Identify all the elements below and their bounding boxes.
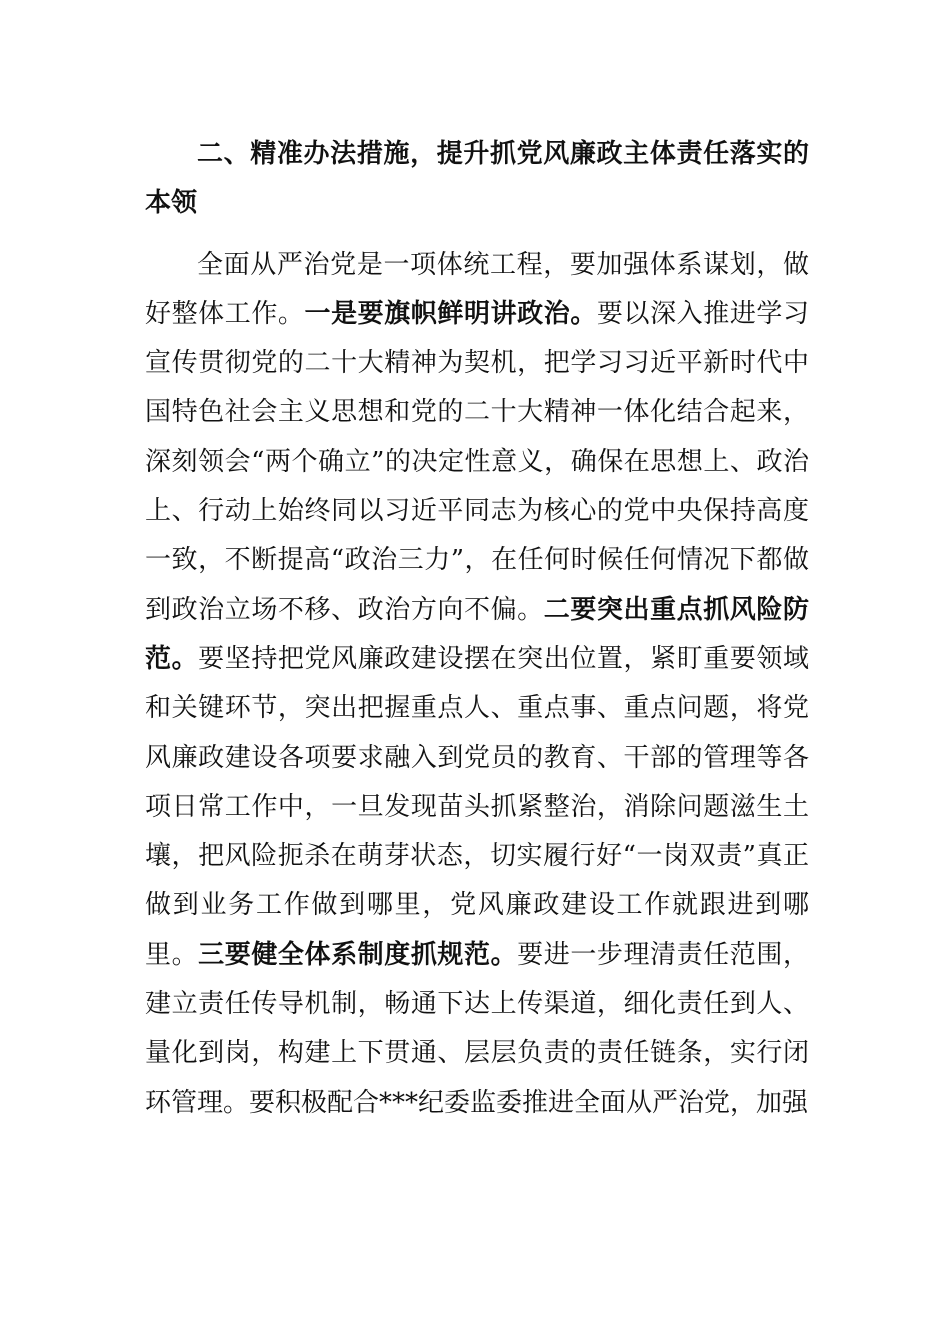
body-paragraph <box>145 241 809 1128</box>
point-2-title: 二要突出重点抓风险防范。 <box>145 594 809 674</box>
intro-text: 全面从严治党是一项体统工程，要加强体系谋划，做好整体工作。 <box>145 249 809 329</box>
point-3-title: 三要健全体系制度抓规范。 <box>198 939 518 970</box>
section-heading: 二、精准办法措施，提升抓党风廉政主体责任落实的本领 <box>145 139 809 219</box>
point-1-text: 要以深入推进学习宣传贯彻党的二十大精神为契机，把学习习近平新时代中国特色社会主义思想和党的二十大精神一体化结合起来，深刻领会“两个确立”的决定性意义，确保在思想上、政治上、行动上始终同以习近平同志为核心的党中央保持高度一致，不断提高“政治三力”，在任何时候任何情况下都做到政治立场不移、政治方向不偏。 <box>145 298 809 625</box>
document-page <box>145 130 809 1128</box>
point-3-text: 要进一步理清责任范围，建立责任传导机制，畅通下达上传渠道，细化责任到人、量化到岗，构建上下贯通、层层负责的责任链条，实行闭环管理。要积极配合***纪委监委推进全面从严治党，加强 <box>145 939 809 1118</box>
point-1-title: 一是要旗帜鲜明讲政治。 <box>304 298 597 329</box>
point-2-text: 要坚持把党风廉政建设摆在突出位置，紧盯重要领域和关键环节，突出把握重点人、重点事、重点问题，将党风廉政建设各项要求融入到党员的教育、干部的管理等各项日常工作中，一旦发现苗头抓紧整治，消除问题滋生土壤，把风险扼杀在萌芽状态，切实履行好“一岗双责”真正做到业务工作做到哪里，党风廉政建设工作就跟进到哪里。 <box>145 643 809 970</box>
